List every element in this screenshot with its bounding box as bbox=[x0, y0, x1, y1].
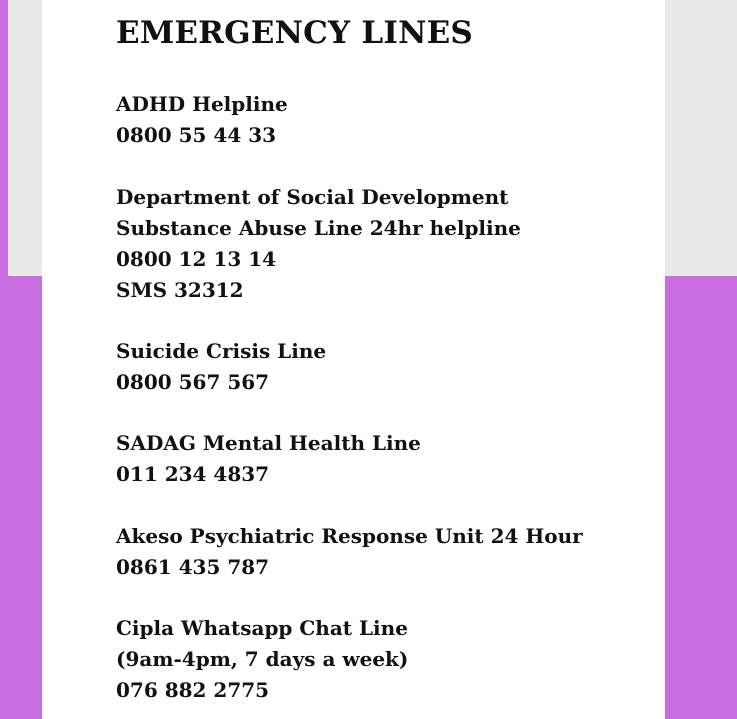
phone-number: 0861 435 787 bbox=[116, 555, 270, 579]
phone-number: 076 882 2775 bbox=[116, 678, 270, 702]
contact-suicide-crisis-line bbox=[116, 336, 326, 398]
contact-name: Department of Social Development bbox=[116, 185, 509, 209]
contact-sadag-mental-health-line bbox=[116, 428, 421, 490]
page-title: EMERGENCY LINES bbox=[116, 15, 474, 51]
phone-number: 0800 55 44 33 bbox=[116, 123, 277, 147]
phone-number: 0800 12 13 14 bbox=[116, 247, 277, 271]
contact-subtitle: Substance Abuse Line 24hr helpline bbox=[116, 216, 521, 240]
contact-hours: (9am-4pm, 7 days a week) bbox=[116, 647, 409, 671]
contact-name: SADAG Mental Health Line bbox=[116, 431, 421, 455]
contact-akeso-psychiatric-unit bbox=[116, 521, 583, 583]
contact-name: Akeso Psychiatric Response Unit 24 Hour bbox=[116, 524, 583, 548]
contact-cipla-whatsapp-line bbox=[116, 613, 408, 706]
contact-adhd-helpline bbox=[116, 89, 288, 151]
contact-name: Suicide Crisis Line bbox=[116, 339, 327, 363]
phone-number: 011 234 4837 bbox=[116, 462, 270, 486]
contact-social-development bbox=[116, 182, 521, 306]
contact-name: Cipla Whatsapp Chat Line bbox=[116, 616, 408, 640]
purple-background-left bbox=[0, 0, 8, 278]
contact-name: ADHD Helpline bbox=[116, 92, 288, 116]
sms-number: SMS 32312 bbox=[116, 278, 244, 302]
phone-number: 0800 567 567 bbox=[116, 370, 270, 394]
